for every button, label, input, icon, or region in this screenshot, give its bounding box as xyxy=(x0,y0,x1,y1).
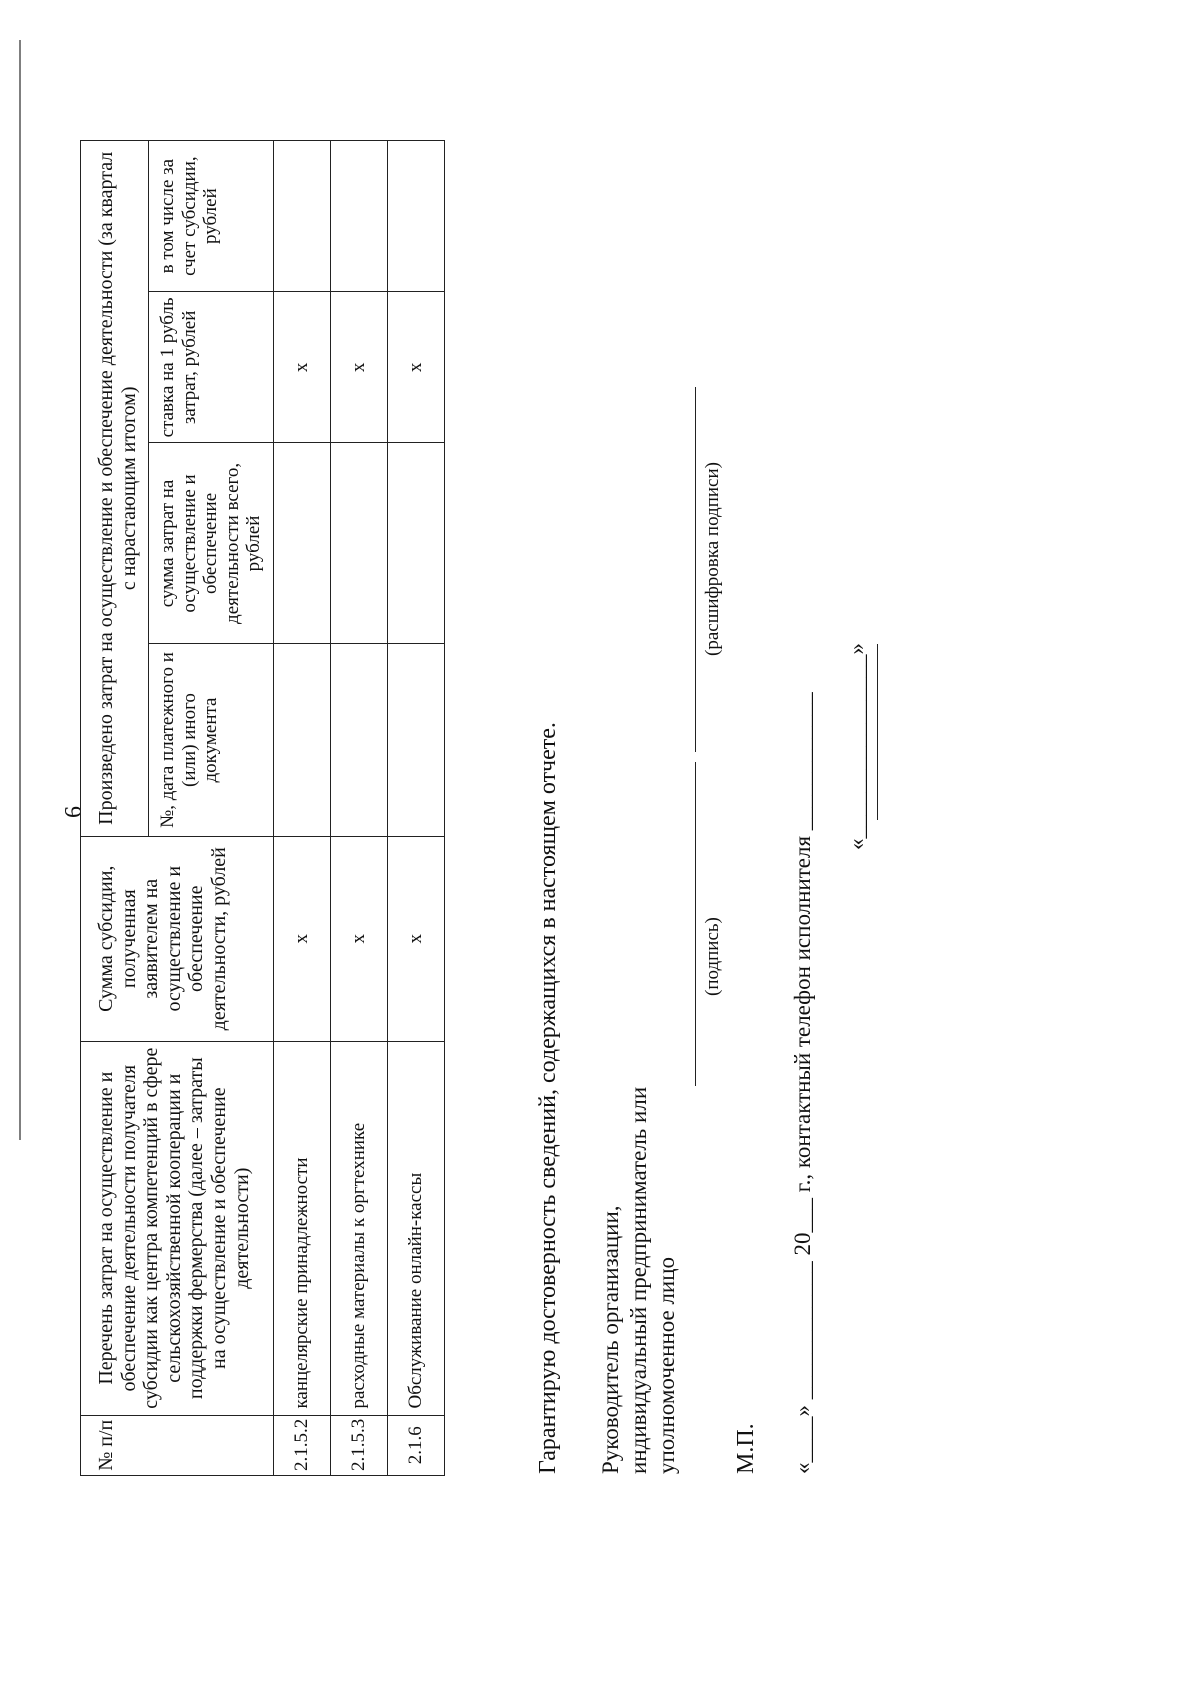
header-expenses: Перечень затрат на осуществление и обеспечение деятельности получателя субсидии как центра компетенций в сфере сельскохозяйственной кооперации и поддержки фермерства (далее – затраты на осуществление и обеспечение деятельности) xyxy=(81,1041,274,1415)
expense-report-table xyxy=(80,140,445,1476)
table-row xyxy=(330,141,387,1476)
header-group-spent: Произведено затрат на осуществление и обеспечение деятельности (за квартал с нарастающим итогом) xyxy=(81,141,149,837)
row-subsidy: х xyxy=(330,836,387,1041)
date-phone-line: «____» ____________ 20___ г., контактный телефон исполнителя ____________ xyxy=(790,692,815,1474)
row-rate: х xyxy=(273,292,330,443)
row-rate: х xyxy=(330,292,387,443)
decoding-caption: (расшифровка подписи) xyxy=(702,462,723,656)
row-num: 2.1.5.3 xyxy=(330,1415,387,1475)
row-subsidy: х xyxy=(273,836,330,1041)
phone-underline xyxy=(877,644,878,820)
row-name: канцелярские принадлежности xyxy=(273,1041,330,1415)
row-incl xyxy=(330,141,387,292)
header-num: № п/п xyxy=(81,1415,274,1475)
row-total xyxy=(387,443,444,644)
header-rate: ставка на 1 рубль затрат, рублей xyxy=(149,292,273,443)
row-total xyxy=(273,443,330,644)
signer-line-3: уполномоченное лицо xyxy=(654,1256,679,1474)
signer-label xyxy=(597,1087,681,1474)
header-incl: в том числе за счет субсидии, рублей xyxy=(149,141,273,292)
header-total: сумма затрат на осуществление и обеспечение деятельности всего, рублей xyxy=(149,443,273,644)
signature-caption: (подпись) xyxy=(702,917,723,996)
row-doc xyxy=(330,644,387,836)
row-name: Обслуживание онлайн-кассы xyxy=(387,1041,444,1415)
signer-line-1: Руководитель организации, xyxy=(598,1205,623,1474)
table-row xyxy=(273,141,330,1476)
row-num: 2.1.6 xyxy=(387,1415,444,1475)
row-num: 2.1.5.2 xyxy=(273,1415,330,1475)
phone-field: «________________» xyxy=(844,643,869,850)
header-row-1 xyxy=(81,141,149,1476)
header-subsidy: Сумма субсидии, полученная заявителем на осуществление и обеспечение деятельности, рублей xyxy=(81,836,274,1041)
row-total xyxy=(330,443,387,644)
row-incl xyxy=(387,141,444,292)
signer-line-2: индивидуальный предприниматель или xyxy=(626,1086,651,1474)
page-number: 6 xyxy=(61,806,87,818)
row-name: расходные материалы к оргтехнике xyxy=(330,1041,387,1415)
row-rate: х xyxy=(387,292,444,443)
row-incl xyxy=(273,141,330,292)
decoding-line xyxy=(695,387,696,752)
table-row xyxy=(387,141,444,1476)
row-doc xyxy=(387,644,444,836)
header-doc: №, дата платежного и (или) иного документа xyxy=(149,644,273,836)
signature-line xyxy=(695,762,696,1086)
row-subsidy: х xyxy=(387,836,444,1041)
stamp-label: М.П. xyxy=(733,1423,759,1474)
row-doc xyxy=(273,644,330,836)
guarantee-statement: Гарантирую достоверность сведений, содержащихся в настоящем отчете. xyxy=(535,722,561,1474)
